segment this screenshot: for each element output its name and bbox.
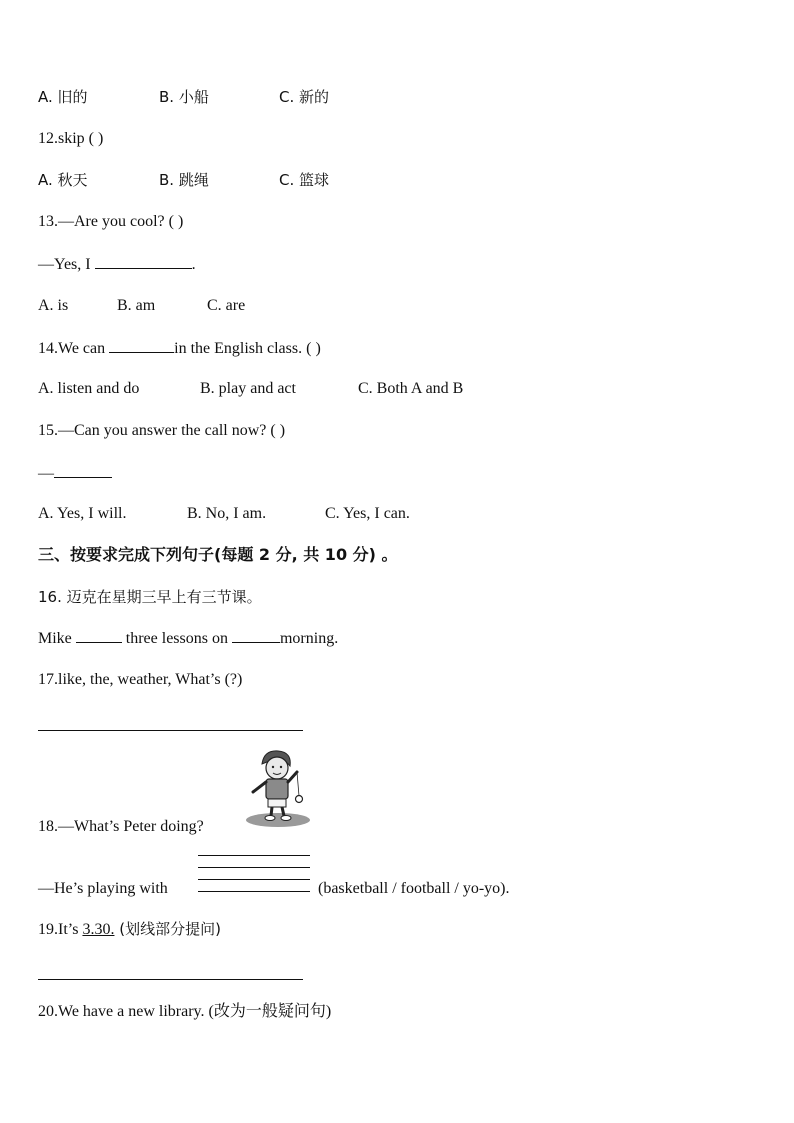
q12-option-a: A. 秋天 [38, 171, 88, 189]
q15-option-c: C. Yes, I can. [325, 505, 410, 522]
q13-stem: 13.—Are you cool? ( ) [38, 213, 184, 230]
q18-option-line-2 [198, 867, 310, 868]
q20-stem: 20.We have a new library. (改为一般疑问句) [38, 1003, 332, 1020]
q13-option-a: A. is [38, 297, 69, 314]
q13-answer-line [38, 254, 196, 275]
q19-underlined-time: 3.30. [82, 921, 115, 938]
q15-answer-blank[interactable] [54, 463, 112, 478]
q18-option-line-1 [198, 855, 310, 856]
boy-playing-yoyo-image [244, 748, 312, 830]
q14-option-c: C. Both A and B [358, 380, 464, 397]
q19-answer-line[interactable] [38, 979, 303, 980]
q16-stem: 16. 迈克在星期三早上有三节课。 [38, 588, 262, 606]
q16-prefix: Mike [38, 630, 72, 647]
q13-option-b: B. am [117, 297, 156, 314]
q13-option-c: C. are [207, 297, 246, 314]
q18-option-line-3 [198, 879, 310, 880]
q18-stem: 18.—What’s Peter doing? [38, 818, 204, 835]
shorts [268, 799, 286, 807]
q15-answer-line [38, 463, 112, 484]
q13-answer-prefix: —Yes, I [38, 256, 91, 273]
q12-option-c: C. 篮球 [279, 171, 330, 189]
q13-answer-blank[interactable] [95, 254, 192, 269]
q12-option-b: B. 跳绳 [159, 171, 209, 189]
q12-stem: 12.skip ( ) [38, 130, 104, 147]
ground-shadow [246, 813, 310, 827]
q18-answer-choices: (basketball / football / yo-yo). [318, 880, 510, 897]
q13-answer-suffix: . [191, 256, 196, 273]
q15-option-b: B. No, I am. [187, 505, 267, 522]
q14-option-a: A. listen and do [38, 380, 140, 397]
q17-stem: 17.like, the, weather, What’s (?) [38, 671, 243, 688]
q11-option-c: C. 新的 [279, 88, 330, 106]
q11-option-a: A. 旧的 [38, 88, 88, 106]
head [266, 757, 288, 779]
q19-instruction: (划线部分提问) [114, 920, 221, 938]
q17-answer-line[interactable] [38, 730, 303, 731]
q16-middle: three lessons on [125, 630, 228, 647]
q19-stem [38, 919, 221, 940]
q14-stem-prefix: 14.We can [38, 340, 106, 357]
q14-stem [38, 338, 321, 359]
shirt [266, 779, 288, 799]
q14-blank[interactable] [109, 338, 174, 353]
q15-answer-prefix: — [38, 465, 54, 482]
q16-blank-1[interactable] [76, 628, 122, 643]
q16-sentence [38, 628, 338, 649]
yoyo-icon [296, 796, 303, 803]
q16-blank-2[interactable] [232, 628, 280, 643]
q15-stem: 15.—Can you answer the call now? ( ) [38, 422, 286, 439]
q19-prefix: 19.It’s [38, 921, 79, 938]
section-3-heading: 三、按要求完成下列句子(每题 2 分, 共 10 分) 。 [38, 545, 398, 564]
q14-stem-suffix: in the English class. ( ) [174, 340, 321, 357]
q11-option-b: B. 小船 [159, 88, 209, 106]
q18-answer-prefix: —He’s playing with [38, 880, 168, 897]
q14-option-b: B. play and act [200, 380, 296, 397]
yoyo-string [297, 772, 299, 796]
q15-option-a: A. Yes, I will. [38, 505, 127, 522]
q16-suffix: morning. [279, 630, 339, 647]
q18-answer-blank[interactable] [198, 891, 310, 892]
